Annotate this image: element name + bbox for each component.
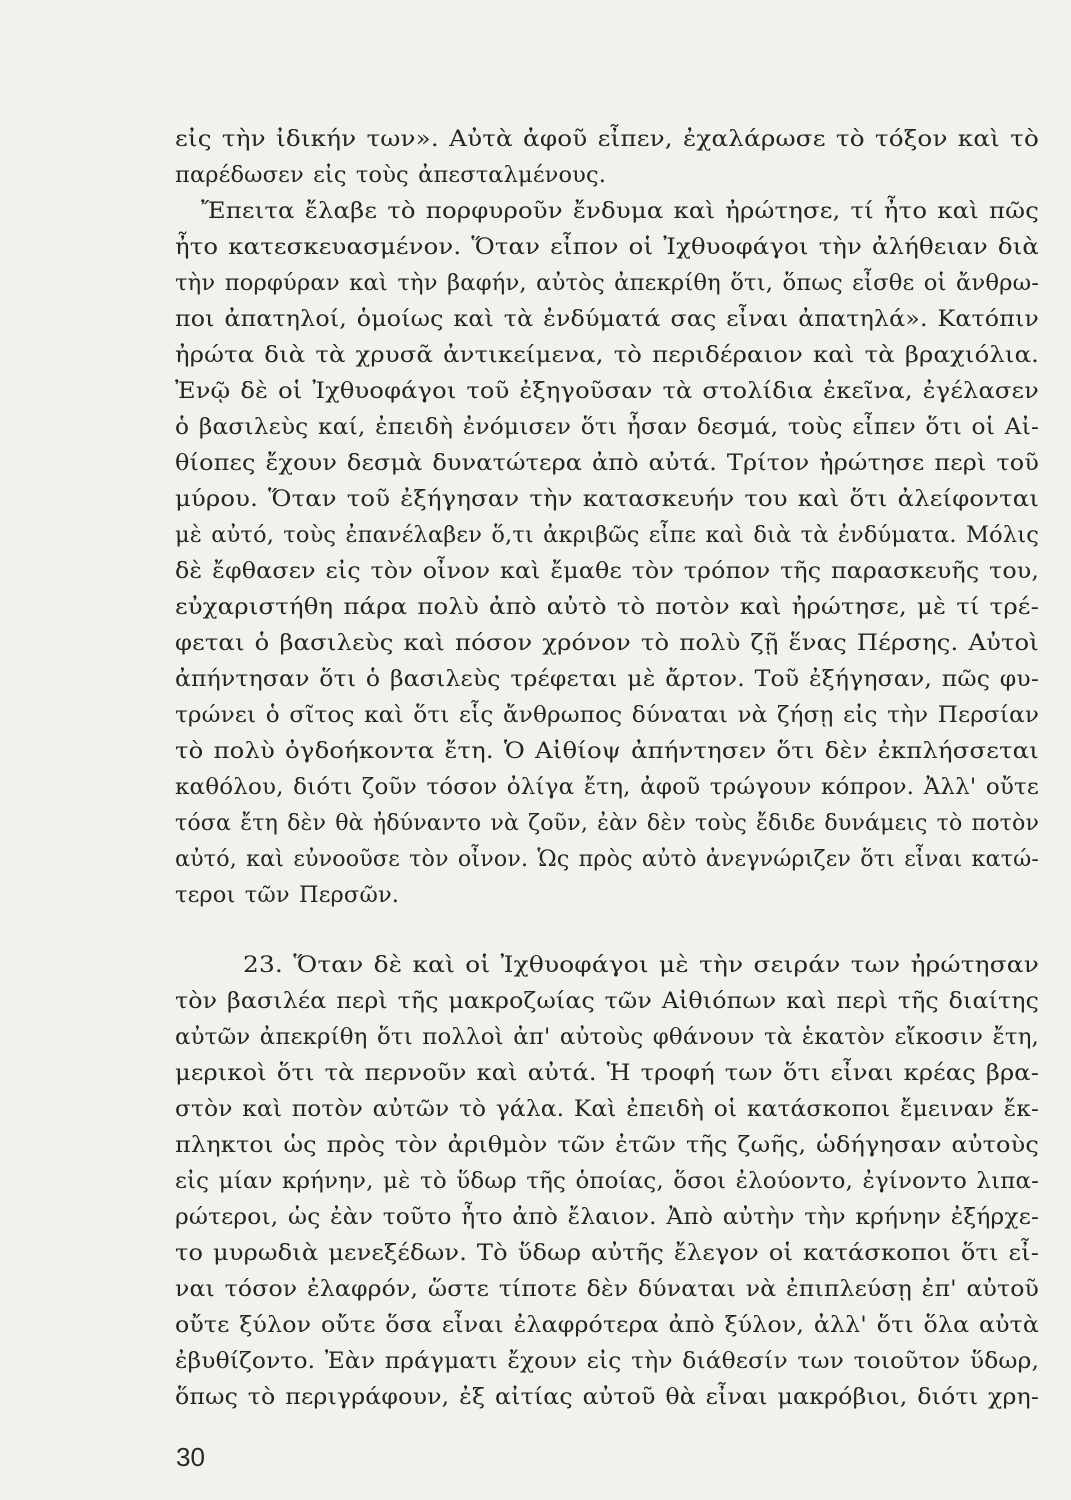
text-line: Ἔπειτα ἔλαβε τὸ πορφυροῦν ἔνδυμα καὶ ἠρώτησε, τί ἦτο καὶ πῶς	[201, 198, 1040, 224]
text-line: ἦτο κατεσκευασμένον. Ὅταν εἶπον οἱ Ἰχθυοφάγοι τὴν ἀλήθειαν διὰ	[175, 234, 1040, 260]
text-line: εὐχαριστήθη πάρα πολὺ ἀπὸ αὐτὸ τὸ ποτὸν καὶ ἠρώτησε, μὲ τί τρέ-	[175, 594, 1040, 620]
text-line: ἐβυθίζοντο. Ἐὰν πράγματι ἔχουν εἰς τὴν διάθεσίν των τοιοῦτον ὕδωρ,	[175, 1348, 1040, 1374]
text-line: αὐτό, καὶ εὐνοοῦσε τὸν οἶνον. Ὡς πρὸς αὐτὸ ἀνεγνώριζεν ὅτι εἶναι κατώ-	[175, 846, 1040, 872]
text-line: πληκτοι ὡς πρὸς τὸν ἀριθμὸν τῶν ἐτῶν τῆς ζωῆς, ὡδήγησαν αὐτοὺς	[175, 1132, 1039, 1158]
text-line: μύρου. Ὅταν τοῦ ἐξήγησαν τὴν κατασκευήν του καὶ ὅτι ἀλείφονται	[175, 486, 1040, 512]
text-line: φεται ὁ βασιλεὺς καὶ πόσον χρόνον τὸ πολὺ ζῇ ἕνας Πέρσης. Αὐτοὶ	[175, 630, 1039, 656]
text-line: τὸν βασιλέα περὶ τῆς μακροζωίας τῶν Αἰθιόπων καὶ περὶ τῆς διαίτης	[175, 988, 1040, 1014]
text-line: οὔτε ξύλον οὔτε ὅσα εἶναι ἐλαφρότερα ἀπὸ ξύλον, ἀλλ' ὅτι ὅλα αὐτὰ	[175, 1312, 1040, 1338]
text-line: καθόλου, διότι ζοῦν τόσον ὀλίγα ἔτη, ἀφοῦ τρώγουν κόπρον. Ἀλλ' οὔτε	[175, 774, 1040, 800]
text-line: παρέδωσεν εἰς τοὺς ἀπεσταλμένους.	[175, 162, 607, 188]
text-line: τεροι τῶν Περσῶν.	[175, 882, 400, 908]
text-line: στὸν καὶ ποτὸν αὐτῶν τὸ γάλα. Καὶ ἐπειδὴ οἱ κατάσκοποι ἔμειναν ἔκ-	[175, 1096, 1040, 1122]
text-line: τὴν πορφύραν καὶ τὴν βαφήν, αὐτὸς ἀπεκρίθη ὅτι, ὅπως εἶσθε οἱ ἄνθρω-	[175, 270, 1040, 296]
text-line: τρώνει ὁ σῖτος καὶ ὅτι εἷς ἄνθρωπος δύναται νὰ ζήσῃ εἰς τὴν Περσίαν	[175, 702, 1040, 728]
text-line: αὐτῶν ἀπεκρίθη ὅτι πολλοὶ ἀπ' αὐτοὺς φθάνουν τὰ ἑκατὸν εἴκοσιν ἔτη,	[175, 1024, 1039, 1050]
text-line: ποι ἀπατηλοί, ὁμοίως καὶ τὰ ἐνδύματά σας εἶναι ἀπατηλά». Κατόπιν	[175, 306, 1040, 332]
text-line: ὁ βασιλεὺς καί, ἐπειδὴ ἐνόμισεν ὅτι ἦσαν δεσμά, τοὺς εἶπεν ὅτι οἱ Αἰ-	[175, 414, 1039, 440]
text-line: εἰς μίαν κρήνην, μὲ τὸ ὕδωρ τῆς ὁποίας, ὅσοι ἐλούοντο, ἐγίνοντο λιπα-	[175, 1168, 1039, 1194]
text-line: ἀπήντησαν ὅτι ὁ βασιλεὺς τρέφεται μὲ ἄρτον. Τοῦ ἐξήγησαν, πῶς φυ-	[175, 666, 1039, 692]
text-line: ναι τόσον ἐλαφρόν, ὥστε τίποτε δὲν δύναται νὰ ἐπιπλεύσῃ ἐπ' αὐτοῦ	[175, 1276, 1040, 1302]
text-line: τόσα ἔτη δὲν θὰ ἠδύναντο νὰ ζοῦν, ἐὰν δὲν τοὺς ἔδιδε δυνάμεις τὸ ποτὸν	[175, 810, 1040, 836]
text-line: θίοπες ἔχουν δεσμὰ δυνατώτερα ἀπὸ αὐτά. Τρίτον ἠρώτησε περὶ τοῦ	[175, 450, 1040, 476]
text-line: τὸ πολὺ ὀγδοήκοντα ἔτη. Ὁ Αἰθίοψ ἀπήντησεν ὅτι δὲν ἐκπλήσσεται	[175, 738, 1039, 764]
text-line: ὅπως τὸ περιγράφουν, ἐξ αἰτίας αὐτοῦ θὰ εἶναι μακρόβιοι, διότι χρη-	[175, 1384, 1040, 1410]
text-line: ἠρώτα διὰ τὰ χρυσᾶ ἀντικείμενα, τὸ περιδέραιον καὶ τὰ βραχιόλια.	[175, 342, 1040, 368]
text-line: ρώτεροι, ὡς ἐὰν τοῦτο ἦτο ἀπὸ ἔλαιον. Ἀπὸ αὐτὴν τὴν κρήνην ἐξήρχε-	[175, 1204, 1040, 1230]
text-line: μὲ αὐτό, τοὺς ἐπανέλαβεν ὅ,τι ἀκριβῶς εἶπε καὶ διὰ τὰ ἐνδύματα. Μόλις	[175, 522, 1039, 548]
text-line: εἰς τὴν ἰδικήν των». Αὐτὰ ἀφοῦ εἶπεν, ἐχαλάρωσε τὸ τόξον καὶ τὸ	[175, 126, 1039, 152]
text-line: δὲ ἔφθασεν εἰς τὸν οἶνον καὶ ἔμαθε τὸν τρόπον τῆς παρασκευῆς του,	[175, 558, 1040, 584]
text-line: μερικοὶ ὅτι τὰ περνοῦν καὶ αὐτά. Ἡ τροφή των ὅτι εἶναι κρέας βρα-	[175, 1060, 1040, 1086]
page-number: 30	[176, 1442, 205, 1472]
text-line: Ἐνῷ δὲ οἱ Ἰχθυοφάγοι τοῦ ἐξηγοῦσαν τὰ στολίδια ἐκεῖνα, ἐγέλασεν	[175, 378, 1040, 404]
text-line: 23. Ὅταν δὲ καὶ οἱ Ἰχθυοφάγοι μὲ τὴν σειράν των ἠρώτησαν	[243, 952, 1039, 978]
text-line: το μυρωδιὰ μενεξέδων. Τὸ ὕδωρ αὐτῆς ἔλεγον οἱ κατάσκοποι ὅτι εἶ-	[175, 1240, 1040, 1266]
